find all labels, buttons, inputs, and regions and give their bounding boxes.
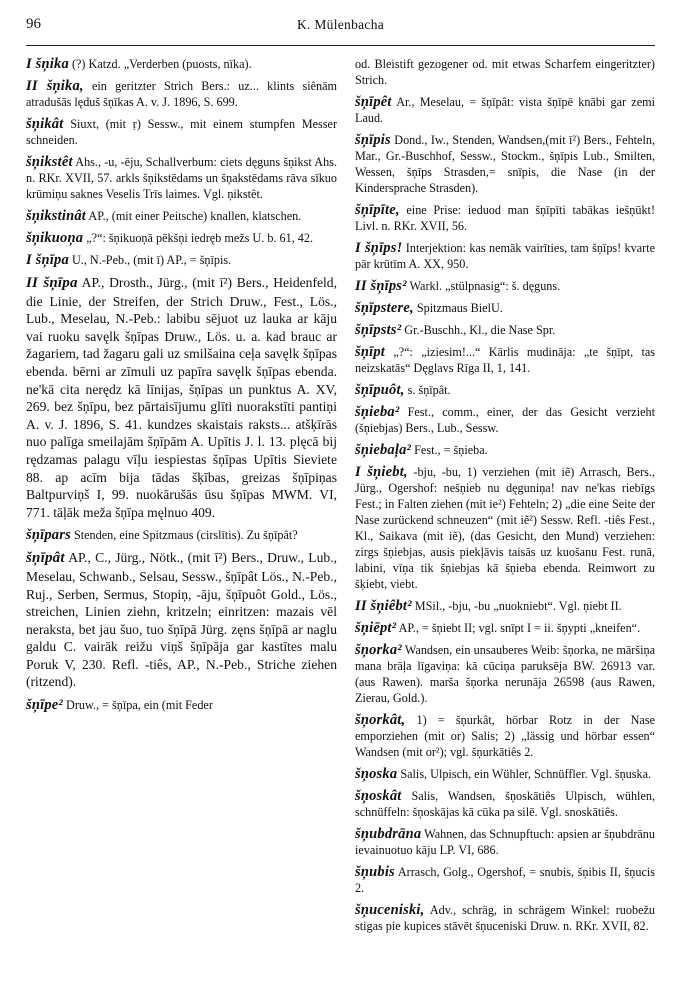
dictionary-entry	[355, 382, 655, 398]
entry-headword: šņiebaļa²	[355, 442, 412, 458]
dictionary-entry	[355, 642, 655, 706]
entry-headword: I šņiebt,	[355, 464, 408, 480]
entry-text: -bju, -bu, 1) verziehen (mit iẽ) Arrasch, Bers., Jürg., Ogershof: nešņieb nu dęguniņa! nav ne'kas riebīgs Fest.; in Falten ziehen (mit ie²) Fehteln; 2) „die eine Seite der Nase zurückend schneuzen“ (mit iẽ²) Sessw. Refl. -tiês Fest., Kl., Saikava (mit iẽ), (das Gesicht, den Mund) verziehen: zirgs šņiebjas, ausis piekļāvis taisās uz kuošanu Fest. runā, labini, vīņa tik šņiebjas kā šņieba ebenda. Reimwort zu šķiebt, viebt.	[355, 465, 655, 591]
dictionary-entry	[355, 56, 655, 88]
entry-headword: šņīpât	[26, 550, 65, 567]
entry-text: eine Prise: ieduod man šņīpīti tabākas iešņūkt! Livl. n. RKr. XVII, 56.	[355, 203, 655, 233]
entry-headword: šņīpstere,	[355, 300, 414, 316]
right-column	[355, 56, 655, 940]
entry-text: Fest., comm., einer, der das Gesicht verzieht (šņiebjas) Bers., Lub., Sessw.	[355, 405, 655, 435]
dictionary-entry	[26, 56, 337, 72]
entry-text: Fest., = šņieba.	[411, 443, 488, 457]
entry-headword: šņīpuôt,	[355, 382, 405, 398]
entry-headword: šņīpêt	[355, 94, 392, 110]
dictionary-entry	[26, 274, 337, 521]
entry-headword: I šņīpa	[26, 252, 69, 268]
entry-headword: šņubdrāna	[355, 826, 422, 842]
entry-headword: šņīpsts²	[355, 322, 402, 338]
dictionary-entry	[26, 78, 337, 110]
entry-text: Wahnen, das Schnupftuch: apsien ar šņubdrānu ievainuotuo kāju LP. VI, 686.	[355, 827, 655, 857]
dictionary-entry	[26, 527, 337, 543]
entry-text: MSil., -bju, -bu „nuokniebt“. Vgl. ņiebt II.	[411, 599, 622, 613]
entry-text: 1) = šņurkât, hörbar Rotz in der Nase emporziehen (mit or) Salis; 2) „lässig und hörbar essen“ Wandsen (mit or²); vgl. šņurkātiês 2.	[355, 713, 655, 759]
entry-headword: šņiēpt²	[355, 620, 397, 636]
entry-text: Druw., = šņīpa, ein (mit Feder	[62, 698, 213, 713]
dictionary-entry	[355, 826, 655, 858]
header-rule	[26, 45, 655, 46]
dictionary-entry	[355, 788, 655, 820]
dictionary-entry	[355, 902, 655, 934]
entry-headword: II šņiêbt²	[355, 598, 412, 614]
dictionary-entry	[26, 230, 337, 246]
dictionary-entry	[355, 202, 655, 234]
dictionary-entry	[355, 712, 655, 760]
dictionary-entry	[355, 766, 655, 782]
entry-text: Wandsen, ein unsauberes Weib: šņorka, ne māršiņa mana brāļa līgaviņa: kā cūciņa paruksēja BW. 26913 var. (aus Rawen). marša šņorka nerunāja 26598 (aus Rawen, Zierau, Gold.).	[355, 643, 655, 705]
entry-text: AP., Drosth., Jürg., (mit ī²) Bers., Heidenfeld, die Linie, der Streifen, der Strich Druw., Fest., Lös., Lub., Meselau, N.-Peb.: labibu sējuot uz lauka ar kāju vai ruoku savęlk šņīpas Druw., Lös. u. a. kad brauc ar žagariem, tad žagaru gali uz smilšaina ceļa savęlk šņīpas ebenda. bērni ar zīmuli uz papīra savęlk šņīpas ebenda. ne'kā cita nerędz kā līnijas, šņīpas un punktus A. XV, 269. bez šņīpu, bez pārtaisījumu glīti nuorakstīti pantiņi A. v. J. 1896, S. 41. kundzes skaistais raksts... atšķīrās nuo palīga smeilajām šņīpām A. Upītis J. l. 13. plęcā bij rędzamas palagu vīļu iespiestas šņīpas Upītis Sieviete 88. ap acīm bija tādas šķības, greizas šņīpiņas Baltpurviņš I, 99. nuokārušās ūsu šņīpas MWM. VI, 771. tāļāk meža šņīpa męlnuo 409.	[26, 275, 337, 520]
entry-text: Stenden, eine Spitzmaus (cirslītis). Zu šņīpât?	[70, 528, 298, 543]
entry-text: U., N.-Peb., (mit ī) AP., = šņīpis.	[68, 253, 232, 267]
dictionary-entry	[355, 344, 655, 376]
entry-headword: šņīpīte,	[355, 202, 400, 218]
entry-headword: II šņīpa	[26, 275, 78, 291]
dictionary-entry	[26, 697, 337, 713]
entry-text: AP., C., Jürg., Nötk., (mit ī²) Bers., Druw., Lub., Meselau, Schwanb., Selsau, Sessw., šņīpât Lös., N.-Peb., Ruj., Serben, Sermus, Stopiņ, -āju, šņīpuôt Gold., Lös., streichen, Linien ziehn, kritzeln; einritzen: mazais vēl nerakstа, bet jau šuo, tuo šņīpā Jürg. zęns šņīpā ar naglu galdu C. vairāk reižu viņš šņīpāja gar kastītes malu Poruk V, 230. Refl. -tiês, AP., N.-Peb., Striche ziehen (ritzend).	[26, 550, 337, 690]
page-header	[26, 14, 655, 42]
entry-text: Spitzmaus BielU.	[413, 301, 503, 315]
entry-text: Warkl. „stülpnasig“: š. dęguns.	[406, 279, 561, 293]
entry-text: AP., = šņiebt II; vgl. snīpt I = ii. šņypti „kneifen“.	[396, 621, 641, 635]
entry-text: Interjektion: kas nemāk vairīties, tam šņīps! kvarte pār krūtīm A. XX, 950.	[355, 241, 655, 271]
entry-text: Ar., Meselau, = šņīpât: vista šņīpē knābi gar zemi Laud.	[355, 95, 655, 125]
dictionary-entry	[355, 598, 655, 614]
entry-headword: šņikstêt	[26, 154, 73, 170]
dictionary-entry	[355, 94, 655, 126]
entry-headword: šņuceniski,	[355, 902, 425, 918]
entry-text: Salis, Ulpisch, ein Wühler, Schnüffler. Vgl. šņuska.	[397, 767, 652, 781]
entry-headword: šņīpe²	[26, 697, 63, 714]
dictionary-entry	[26, 549, 337, 691]
dictionary-entry	[26, 252, 337, 268]
entry-text: s. šņīpât.	[404, 383, 451, 397]
entry-text: ein geritzter Strich Bers.: uz... klints siênām atradušās lęduš šņīkas A. v. J. 1896, S. 699.	[26, 79, 337, 109]
dictionary-entry	[355, 132, 655, 196]
dictionary-entry	[355, 322, 655, 338]
dictionary-entry	[355, 464, 655, 592]
entry-headword: šņikstinât	[26, 208, 87, 224]
dictionary-entry	[26, 208, 337, 224]
entry-headword: šņīpis	[355, 132, 391, 148]
entry-text: „?“: šņikuoņā pēkšņi iedręb mežs U. b. 61, 42.	[83, 231, 314, 245]
entry-text: (?) Katzd. „Verderben (puosts, nīka).	[68, 57, 252, 71]
entry-text: Ahs., -u, -ēju, Schallverbum: ciets dęguns šņikst Ahs. n. RKr. XVII, 57. arkls šņikstēdams un šņakstēdams rāva sīkuo krūmiņu saknes Veselis Trīs laimes. Vgl. ņikstêt.	[26, 155, 337, 201]
entry-headword: I šņīps!	[355, 240, 403, 256]
dictionary-entry	[26, 154, 337, 202]
page-number: 96	[26, 16, 41, 32]
dictionary-entry	[26, 116, 337, 148]
dictionary-entry	[355, 404, 655, 436]
entry-headword: šņieba²	[355, 404, 400, 420]
entry-headword: šņubis	[355, 864, 395, 880]
entry-headword: šņīpt	[355, 344, 386, 360]
dictionary-entry	[355, 620, 655, 636]
entry-headword: šņikuoņa	[26, 230, 84, 246]
entry-text: „?“: „iziesim!...“ Kārlis mudināja: „te šņīpt, tas neizskatās“ Dęglavs Rīga II, 1, 141.	[355, 345, 655, 375]
entry-headword: šņikât	[26, 116, 64, 132]
dictionary-entry	[355, 864, 655, 896]
entry-headword: I šņika	[26, 56, 69, 72]
entry-headword: šņoska	[355, 766, 398, 782]
entry-headword: II šņika,	[26, 78, 84, 94]
entry-text: Gr.-Buschh., Kl., die Nase Spr.	[401, 323, 556, 337]
entry-text: Dond., Iw., Stenden, Wandsen,(mit ī²) Bers., Fehteln, Mar., Gr.-Buschhof, Sessw., Stockm., šņīpis Lub., Smilten, Wessen, šņīps Strasden,= snīpis, die Nase (in der Kindersprache Strasden).	[355, 133, 655, 195]
entry-text: Arrasch, Golg., Ogershof, = snubis, šņibis II, šņucis 2.	[355, 865, 655, 895]
dictionary-entry	[355, 442, 655, 458]
dictionary-entry	[355, 278, 655, 294]
entry-headword: šņīpars	[26, 527, 71, 544]
dictionary-entry	[355, 300, 655, 316]
entry-text: Siuxt, (mit ṛ) Sessw., mit einem stumpfen Messer schneiden.	[26, 117, 337, 147]
entry-text: Salis, Wandsen, šņoskātiês Ulpisch, wühlen, schnüffeln: šņoskājas kā cūka pa silē. Vgl. snoskātiês.	[355, 789, 655, 819]
dictionary-entry	[355, 240, 655, 272]
entry-headword: II šņīps²	[355, 278, 407, 294]
entry-headword: šņorkât,	[355, 712, 406, 728]
running-title: K. Mülenbacha	[296, 17, 385, 32]
entry-text: Adv., schräg, in schrägem Winkel: ruobežu stigas pie kupices stāvēt šņuceniski Druw. n. RKr. XVII, 82.	[355, 903, 655, 933]
left-column	[26, 56, 337, 719]
entry-headword: šņorka²	[355, 642, 402, 658]
entry-text: AP., (mit einer Peitsche) knallen, klatschen.	[86, 209, 302, 223]
entry-text: od. Bleistift gezogener od. mit etwas Scharfem eingeritzter) Strich.	[355, 57, 655, 87]
entry-headword: šņoskât	[355, 788, 402, 804]
